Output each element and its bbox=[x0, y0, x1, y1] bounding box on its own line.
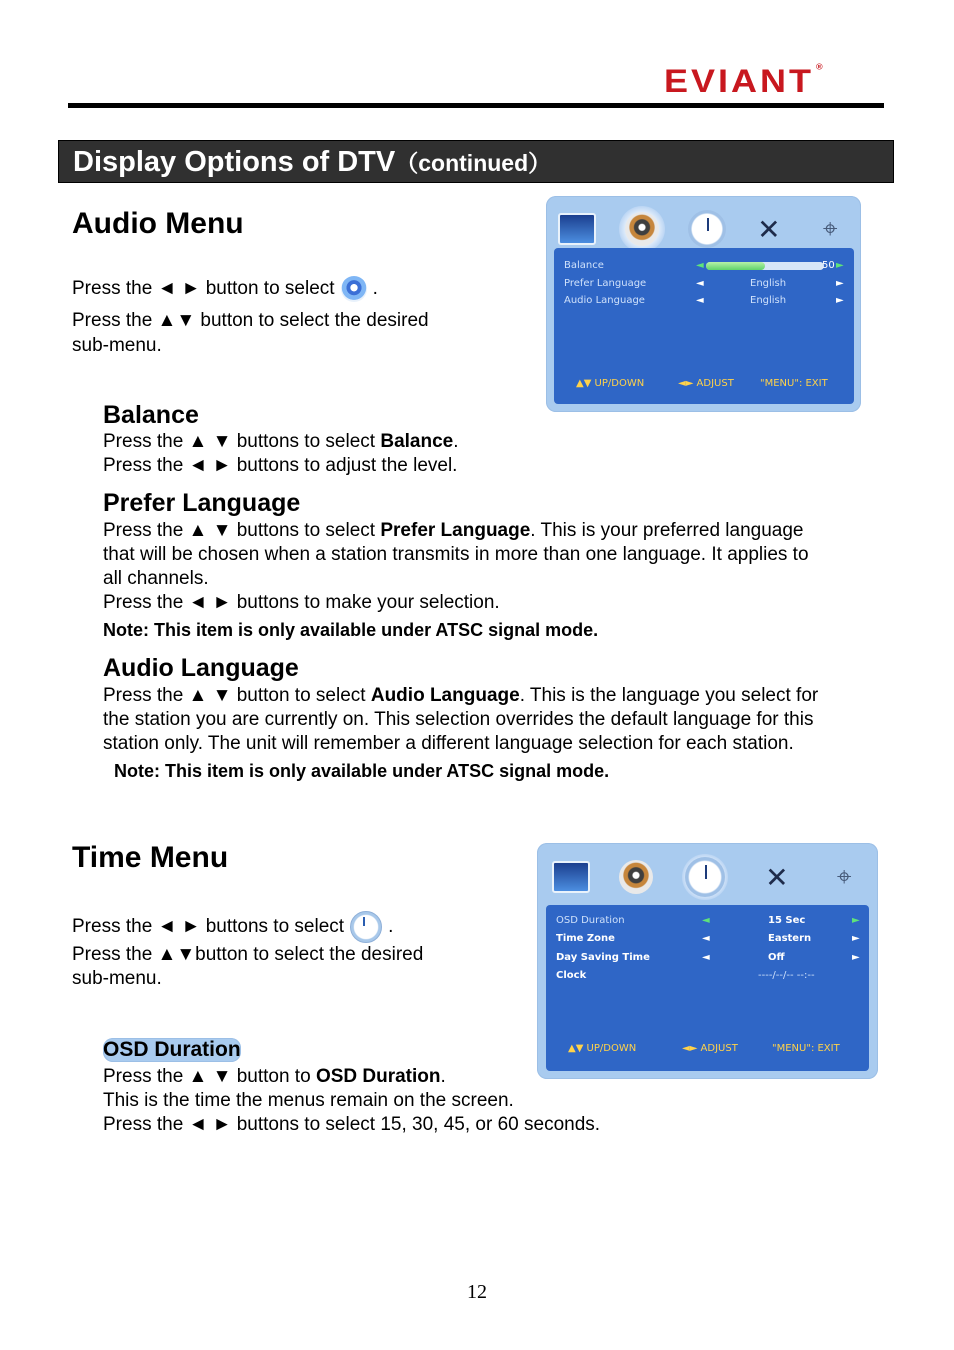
osd-icon-bar bbox=[546, 204, 861, 254]
balance-bar bbox=[706, 262, 824, 270]
audio-lang-line2: the station you are currently on. This selection overrides the default language for this bbox=[103, 709, 814, 730]
balance-line2: Press the ◄ ► buttons to adjust the level. bbox=[103, 455, 458, 476]
audio-speaker-icon bbox=[341, 276, 367, 302]
balance-heading: Balance bbox=[103, 401, 199, 429]
time-menu-line1: Press the ◄ ► buttons to select . bbox=[72, 911, 393, 943]
right-arrow-icon: ► bbox=[852, 933, 860, 944]
prefer-language-heading: Prefer Language bbox=[103, 489, 301, 517]
audio-lang-line1: Press the ▲ ▼ button to select Audio Language. This is the language you select for bbox=[103, 685, 819, 706]
audio-language-heading: Audio Language bbox=[103, 654, 299, 682]
speaker-icon bbox=[619, 860, 653, 894]
left-arrow-icon: ◄ bbox=[702, 933, 710, 944]
osd-icon-bar bbox=[537, 849, 878, 905]
audio-menu-heading: Audio Menu bbox=[72, 207, 244, 240]
banner-title: Display Options of DTV bbox=[73, 146, 396, 178]
time-menu-heading: Time Menu bbox=[72, 841, 229, 874]
osd-duration-line3: Press the ◄ ► buttons to select 15, 30, 45, or 60 seconds. bbox=[103, 1114, 601, 1135]
left-arrow-icon: ◄ bbox=[702, 915, 710, 926]
time-menu-line2: Press the ▲▼button to select the desired bbox=[72, 944, 424, 965]
osd-duration-line1: Press the ▲ ▼ button to OSD Duration. bbox=[103, 1066, 446, 1087]
satellite-dish-icon: ⌖ bbox=[836, 861, 852, 891]
prefer-line3: all channels. bbox=[103, 568, 209, 589]
time-osd-panel: OSD Duration ◄ 15 Sec ► Time Zone ◄ Eastern ► Day Saving Time ◄ Off ► Clock ----/--/-- --:-- ▲▼ UP/DOWN ◄► ADJUST "MENU": EXIT bbox=[546, 905, 869, 1071]
speaker-icon bbox=[625, 212, 659, 246]
picture-tv-icon bbox=[552, 861, 590, 893]
osd-duration-line2: This is the time the menus remain on the screen. bbox=[103, 1090, 514, 1111]
time-osd-screenshot bbox=[537, 843, 878, 1079]
left-arrow-icon: ◄ bbox=[702, 952, 710, 963]
osd-duration-heading: OSD Duration bbox=[103, 1038, 241, 1061]
right-arrow-icon: ► bbox=[836, 260, 844, 271]
time-clock-icon bbox=[350, 911, 382, 943]
prefer-note: Note: This item is only available under ATSC signal mode. bbox=[103, 620, 599, 640]
time-menu-line3: sub-menu. bbox=[72, 968, 162, 989]
prefer-line1: Press the ▲ ▼ buttons to select Prefer Language. This is your preferred language bbox=[103, 520, 804, 541]
left-arrow-icon: ◄ bbox=[696, 260, 704, 271]
clock-icon bbox=[685, 857, 725, 897]
osd-footer-exit: "MENU": EXIT bbox=[760, 378, 828, 389]
right-arrow-icon: ► bbox=[852, 952, 860, 963]
audio-menu-line2: Press the ▲▼ button to select the desired bbox=[72, 310, 429, 331]
prefer-line2: that will be chosen when a station transmits in more than one language. It applies to bbox=[103, 544, 809, 565]
balance-line1: Press the ▲ ▼ buttons to select Balance. bbox=[103, 431, 459, 452]
prefer-line4: Press the ◄ ► buttons to make your selection. bbox=[103, 592, 500, 613]
audio-lang-note: Note: This item is only available under ATSC signal mode. bbox=[114, 761, 610, 781]
time-selected-icon bbox=[682, 854, 728, 900]
osd-footer-exit: "MENU": EXIT bbox=[772, 1043, 840, 1054]
audio-menu-line1: Press the ◄ ► button to select . bbox=[72, 276, 378, 302]
osd-footer-updown: ▲▼ UP/DOWN bbox=[576, 378, 645, 389]
right-arrow-icon: ► bbox=[836, 295, 844, 306]
eviant-logo: EVIANT ® bbox=[664, 62, 826, 99]
tools-icon: ✕ bbox=[757, 213, 781, 245]
left-arrow-icon: ◄ bbox=[696, 295, 704, 306]
picture-tv-icon bbox=[558, 213, 596, 245]
osd-footer-updown: ▲▼ UP/DOWN bbox=[568, 1043, 637, 1054]
osd-footer-adjust: ◄► ADJUST bbox=[678, 378, 734, 389]
left-arrow-icon: ◄ bbox=[696, 278, 704, 289]
page-number: 12 bbox=[467, 1281, 487, 1303]
right-arrow-icon: ► bbox=[836, 278, 844, 289]
header-rule bbox=[68, 103, 884, 108]
banner-suffix: （continued） bbox=[395, 150, 552, 176]
right-arrow-icon: ► bbox=[852, 915, 860, 926]
audio-menu-line3: sub-menu. bbox=[72, 335, 162, 356]
audio-lang-line3: station only. The unit will remember a different language selection for each station. bbox=[103, 733, 794, 754]
audio-selected-icon bbox=[619, 206, 665, 252]
osd-footer-adjust: ◄► ADJUST bbox=[682, 1043, 738, 1054]
audio-osd-screenshot bbox=[546, 196, 861, 412]
audio-osd-panel: Balance ◄ 50 ► Prefer Language ◄ English ► Audio Language ◄ English ► ▲▼ UP/DOWN ◄► ADJUST "MENU": EXIT bbox=[554, 248, 854, 404]
tools-icon: ✕ bbox=[765, 861, 789, 893]
section-banner bbox=[58, 140, 894, 183]
clock-icon bbox=[688, 210, 726, 248]
satellite-dish-icon: ⌖ bbox=[822, 213, 838, 243]
